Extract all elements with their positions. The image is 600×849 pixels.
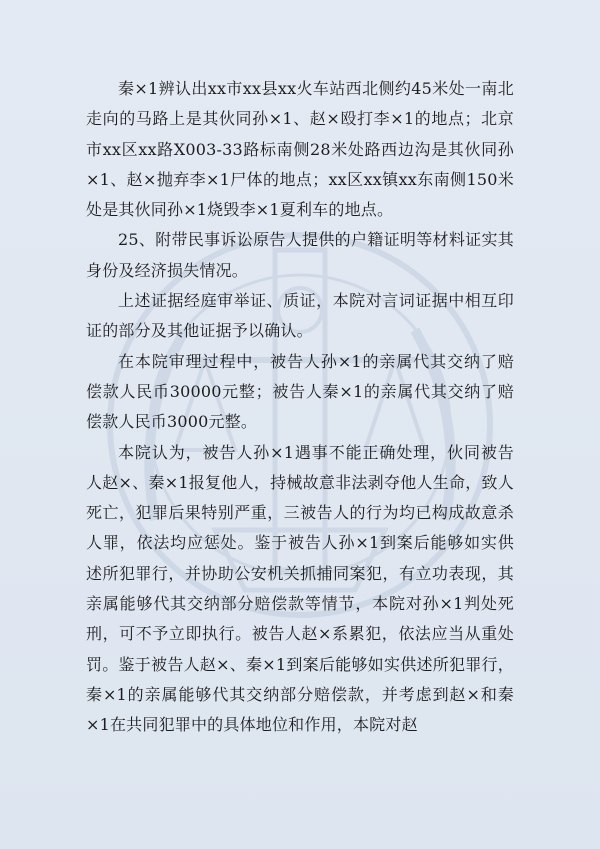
paragraph-item-25: 25、附带民事诉讼原告人提供的户籍证明等材料证实其身份及经济损失情况。 bbox=[86, 230, 514, 280]
paragraph-evidence-identification: 秦×1辨认出xx市xx县xx火车站西北侧约45米处一南北走向的马路上是其伙同孙×1、赵×殴打李×1的地点；北京市xx区xx路X003-33路标南侧28米处路西边沟是其伙同孙×1、赵×抛弃李×1尸体的地点；xx区xx镇xx东南侧150米处是其伙同孙×1烧毁李×1夏利车的地点。 bbox=[86, 79, 514, 220]
paragraph-evidence-confirmation: 上述证据经庭审举证、质证，本院对言词证据中相互印证的部分及其他证据予以确认。 bbox=[86, 291, 514, 341]
paragraph-court-opinion: 本院认为，被告人孙×1遇事不能正确处理，伙同被告人赵×、秦×1报复他人，持械故意非法剥夺他人生命，致人死亡，犯罪后果特别严重，三被告人的行为均已构成故意杀人罪，依法均应惩处。鉴于被告人孙×1到案后能够如实供述所犯罪行，并协助公安机关抓捕同案犯，有立功表现，其亲属能够代其交纳部分赔偿款等情节，本院对孙×1判处死刑，可不予立即执行。被告人赵×系累犯，依法应当从重处罚。鉴于被告人赵×、秦×1到案后能够如实供述所犯罪行，秦×1的亲属能够代其交纳部分赔偿款，并考虑到赵×和秦×1在共同犯罪中的具体地位和作用，本院对赵 bbox=[86, 442, 514, 735]
document-body bbox=[86, 74, 514, 741]
paragraph-compensation: 在本院审理过程中，被告人孙×1的亲属代其交纳了赔偿款人民币30000元整；被告人秦×1的亲属代其交纳了赔偿款人民币3000元整。 bbox=[86, 351, 514, 432]
